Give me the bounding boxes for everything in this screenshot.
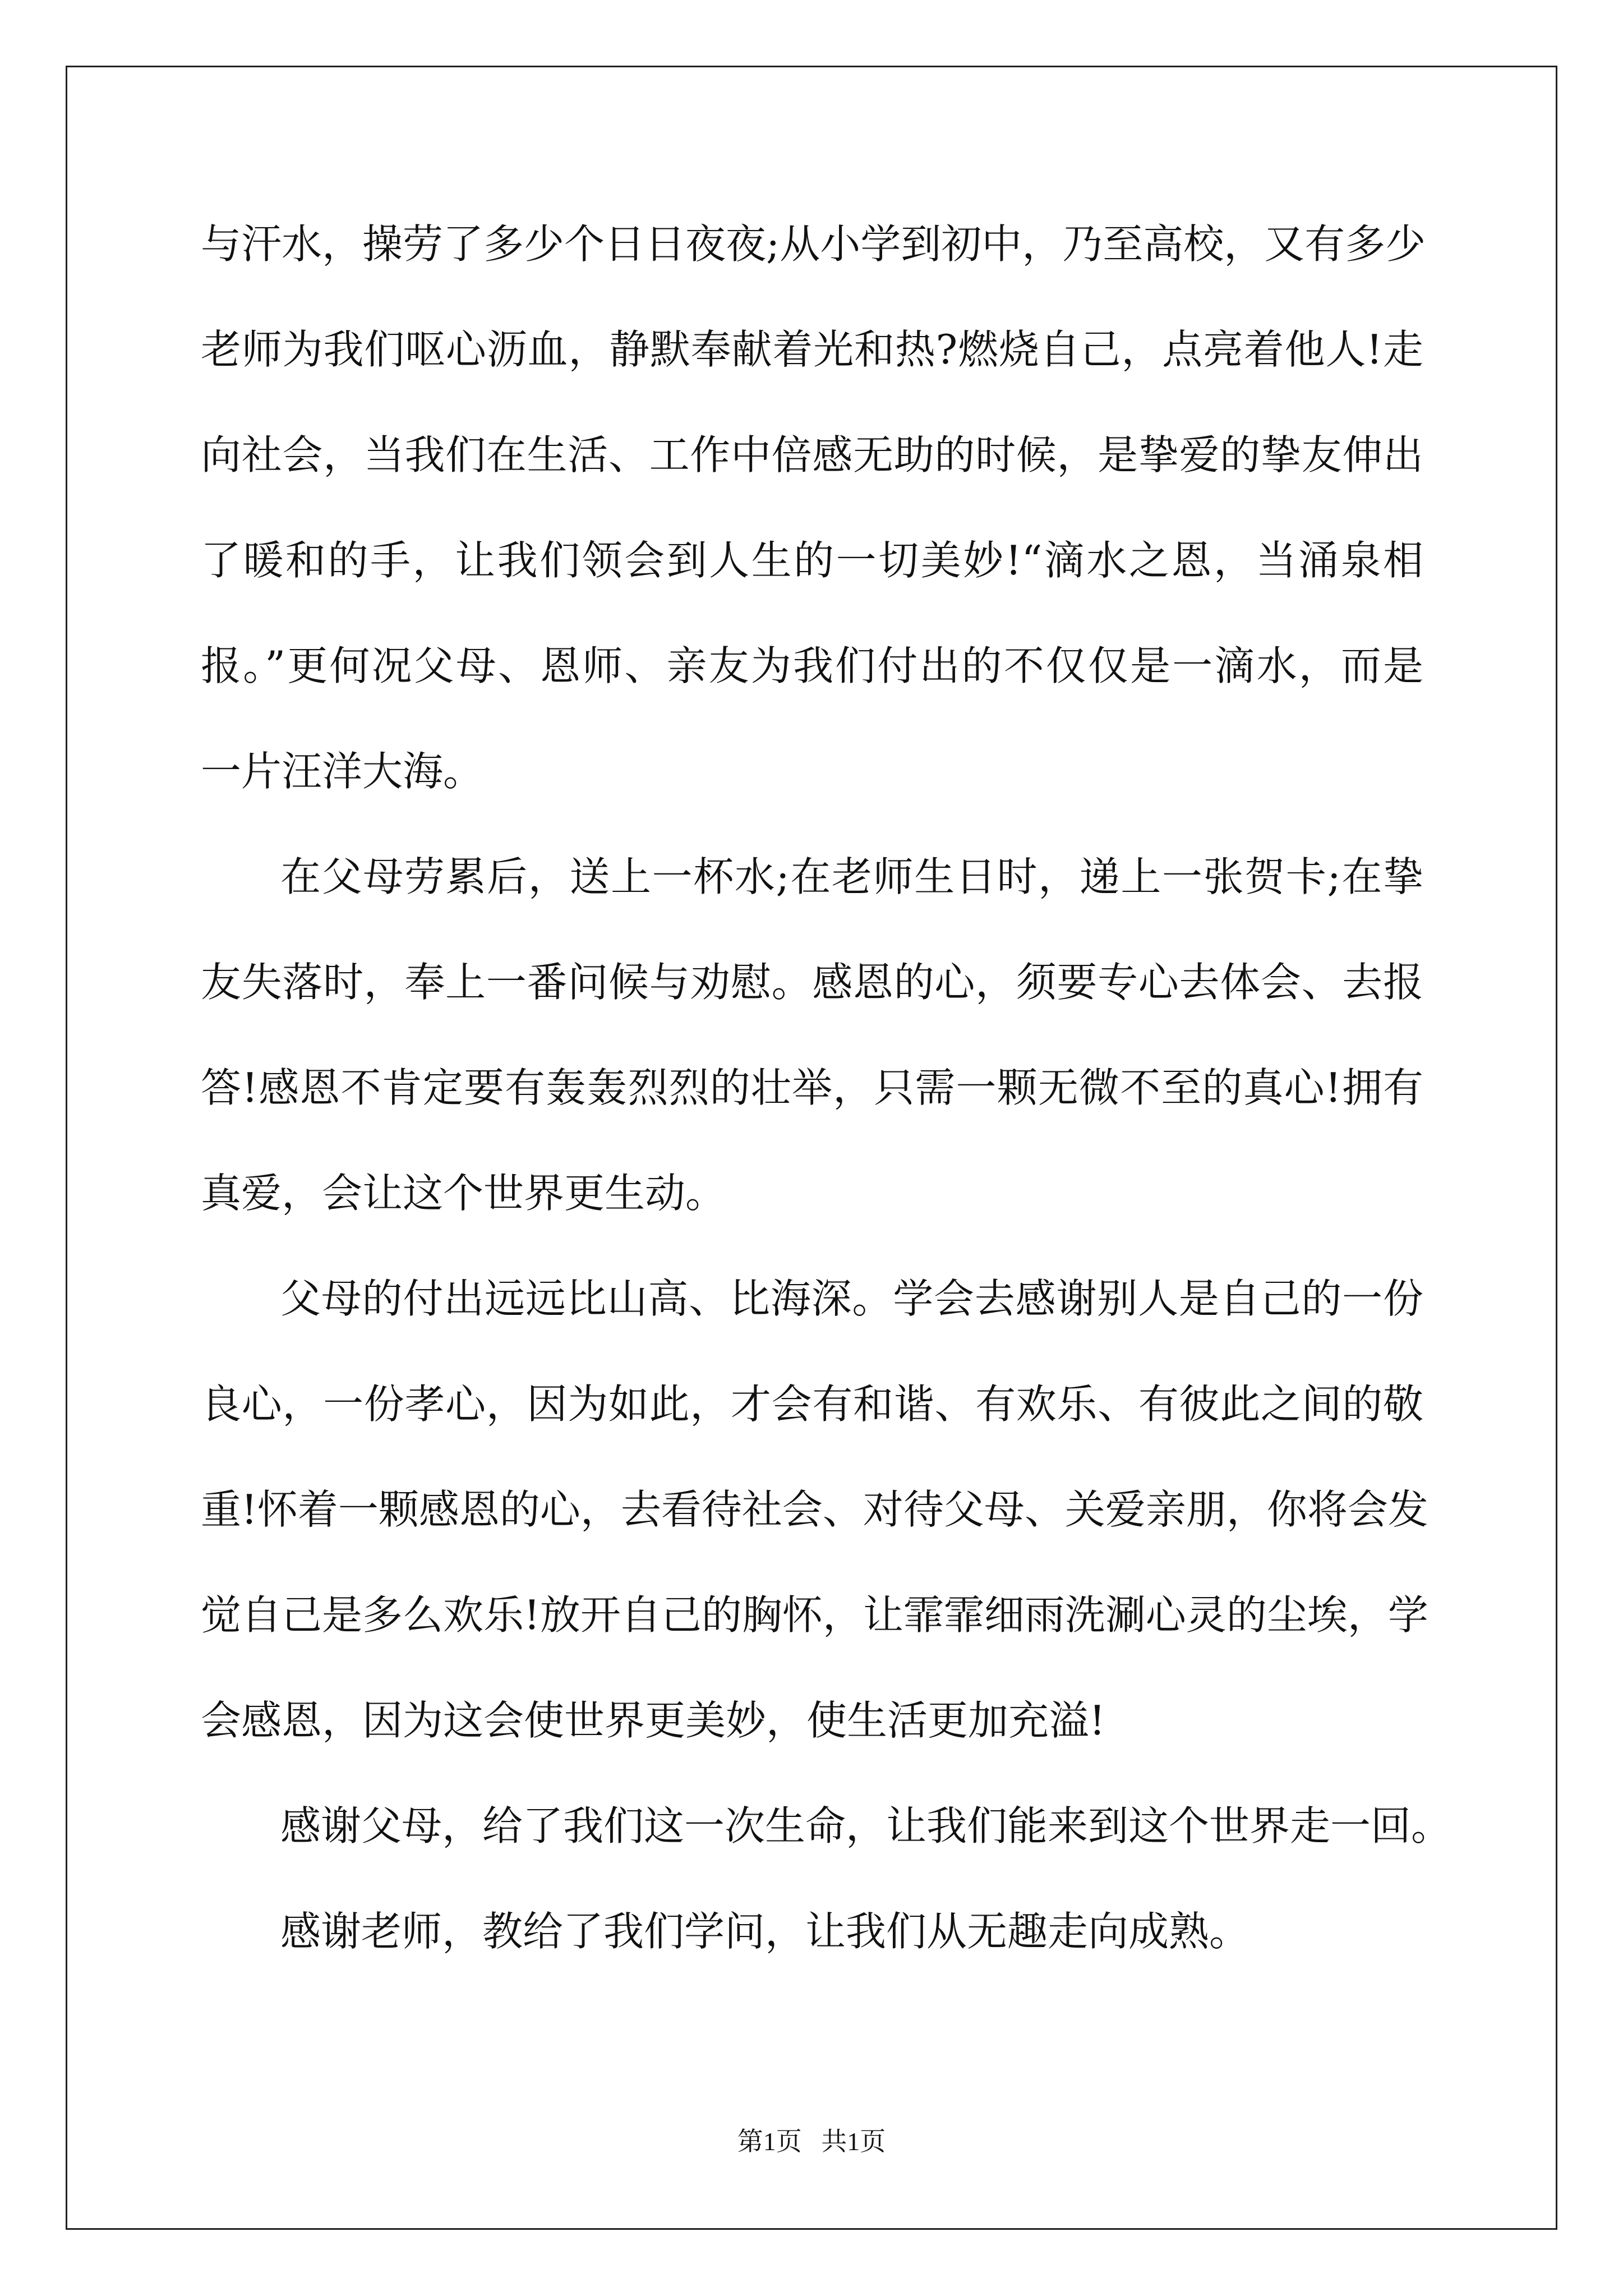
page-border [66,66,1557,2230]
text-line: 重!怀着一颗感恩的心，去看待社会、对待父母、关爱亲朋，你将会发 [201,1486,1428,1533]
page-number-total: 共1页 [821,2127,886,2156]
paragraph-first-line: 在父母劳累后，送上一杯水;在老师生日时，递上一张贺卡;在挚 [280,853,1423,900]
text-line: 答!感恩不肯定要有轰轰烈烈的壮举，只需一颗无微不至的真心!拥有 [201,1064,1423,1111]
text-line: 与汗水，操劳了多少个日日夜夜;从小学到初中，乃至高校，又有多少 [201,220,1426,268]
text-line: 向社会，当我们在生活、工作中倍感无助的时候，是挚爱的挚友伸出 [201,431,1423,478]
text-line: 一片汪洋大海。 [201,748,484,795]
paragraph-first-line: 感谢老师，教给了我们学问，让我们从无趣走向成熟。 [280,1908,1250,1955]
text-line: 真爱，会让这个世界更生动。 [201,1170,726,1217]
paragraph-first-line: 感谢父母，给了我们这一次生命，让我们能来到这个世界走一回。 [280,1802,1452,1849]
text-line: 觉自己是多么欢乐!放开自己的胸怀，让霏霏细雨洗涮心灵的尘埃，学 [201,1591,1428,1639]
page-number-current: 第1页 [737,2127,802,2156]
footer-spacer [802,2127,822,2156]
paragraph-first-line: 父母的付出远远比山高、比海深。学会去感谢别人是自己的一份 [280,1275,1423,1322]
text-line: 友失落时，奉上一番问候与劝慰。感恩的心，须要专心去体会、去报 [201,959,1423,1006]
text-line: 报。”更何况父母、恩师、亲友为我们付出的不仅仅是一滴水，而是 [201,642,1423,689]
text-line: 良心，一份孝心，因为如此，才会有和谐、有欢乐、有彼此之间的敬 [201,1381,1423,1428]
text-line: 会感恩，因为这会使世界更美妙，使生活更加充溢! [201,1697,1105,1744]
text-line: 老师为我们呕心沥血，静默奉献着光和热?燃烧自己，点亮着他人!走 [201,326,1423,373]
text-line: 了暖和的手，让我们领会到人生的一切美妙!“滴水之恩，当涌泉相 [201,537,1423,584]
page-footer [0,2126,1623,2157]
